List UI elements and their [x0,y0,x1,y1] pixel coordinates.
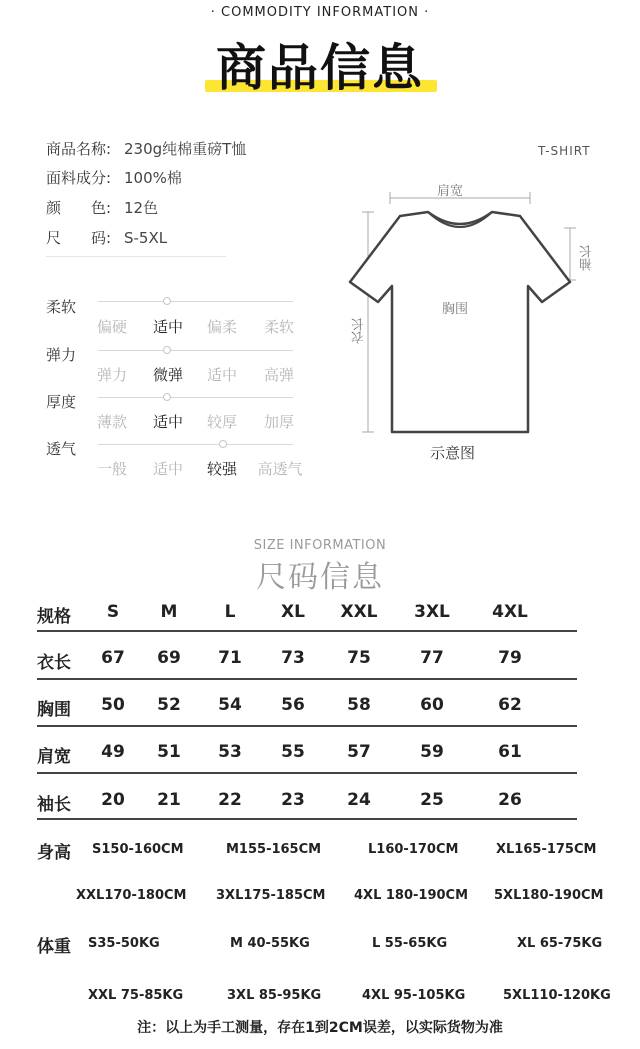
height-value: M155-165CM [226,842,322,857]
height-label: 身高 [37,843,71,863]
option-label-selected: 适中 [152,413,183,431]
option-label: 薄款 [96,413,127,431]
table-cell: 58 [347,695,371,715]
spec-value: 100%棉 [124,169,182,187]
spec-label: 面料成分: [46,169,112,187]
height-value: 5XL180-190CM [494,888,604,903]
spec-size [46,227,167,248]
table-cell: 79 [498,648,522,668]
table-cell: 59 [420,742,444,762]
weight-value: 3XL 85-95KG [227,988,322,1003]
scale-line [98,444,293,445]
row-label: 胸围 [37,700,71,720]
weight-value: M 40-55KG [230,936,310,951]
table-cell: 20 [101,790,125,810]
table-header-row [37,602,582,626]
row-label: 袖长 [37,795,71,815]
size-header: XL [281,602,305,622]
weight-value: L 55-65KG [372,936,448,951]
table-cell: 71 [218,648,242,668]
table-cell: 25 [420,790,444,810]
table-cell: 67 [101,648,125,668]
header-english-title: · COMMODITY INFORMATION · [210,5,430,20]
size-header: S [106,602,120,622]
option-label: 偏柔 [206,318,237,336]
measurement-note: 注：以上为手工测量，存在1到2CM误差，以实际货物为准 [137,1020,503,1036]
option-label: 较厚 [206,413,237,431]
table-cell: 61 [498,742,522,762]
table-cell: 26 [498,790,522,810]
scale-line [98,397,293,398]
spec-divider [46,256,226,257]
table-cell: 50 [101,695,125,715]
scale-line [98,301,293,302]
weight-label: 体重 [37,937,71,957]
scale-marker [219,440,227,448]
diagram-caption: 示意图 [430,444,476,462]
table-cell: 23 [281,790,305,810]
weight-value: XXL 75-85KG [88,988,184,1003]
table-cell: 22 [218,790,242,810]
table-cell: 73 [281,648,305,668]
weight-value: 5XL110-120KG [503,988,611,1003]
table-divider [37,725,577,727]
option-label: 偏硬 [96,318,127,336]
size-header: L [224,602,236,622]
size-header: 3XL [414,602,450,622]
size-section-english-title: SIZE INFORMATION [253,538,387,553]
row-label: 衣长 [37,653,71,673]
diagram-shoulder-label: 肩宽 [437,184,464,199]
height-value: XL165-175CM [496,842,597,857]
option-label-selected: 微弹 [152,366,183,384]
height-value: S150-160CM [92,842,184,857]
spec-value: S-5XL [124,229,168,247]
diagram-length-label: 衣长 [352,318,367,344]
attr-thickness-label: 厚度 [46,393,77,411]
spec-product-name [46,138,246,159]
spec-label: 颜 色: [46,199,112,217]
size-header: 4XL [492,602,528,622]
height-value: L160-170CM [368,842,459,857]
table-cell: 56 [281,695,305,715]
attr-elasticity-label: 弹力 [46,346,77,364]
table-cell: 52 [157,695,181,715]
option-label: 柔软 [263,318,294,336]
table-cell: 57 [347,742,371,762]
spec-color [46,197,158,218]
weight-value: XL 65-75KG [517,936,603,951]
page-title: 商品信息 [216,39,424,97]
table-row [37,790,582,814]
option-label: 弹力 [96,366,127,384]
option-label: 加厚 [263,413,294,431]
option-label-selected: 较强 [206,460,237,478]
table-cell: 51 [157,742,181,762]
spec-fabric [46,167,182,188]
height-value: XXL170-180CM [76,888,187,903]
height-value: 4XL 180-190CM [354,888,469,903]
table-divider [37,678,577,680]
table-row [37,695,582,719]
attr-breathability-label: 透气 [46,440,77,458]
table-cell: 62 [498,695,522,715]
option-label: 适中 [206,366,237,384]
table-cell: 54 [218,695,242,715]
option-label: 一般 [96,460,127,478]
spec-value: 230g纯棉重磅T恤 [124,140,247,158]
table-cell: 69 [157,648,181,668]
row-label: 肩宽 [37,747,71,767]
table-cell: 21 [157,790,181,810]
table-cell: 49 [101,742,125,762]
table-divider [37,630,577,632]
scale-line [98,350,293,351]
table-cell: 75 [347,648,371,668]
diagram-sleeve-label: 袖长 [580,245,595,271]
weight-value: S35-50KG [88,936,160,951]
option-label: 适中 [152,460,183,478]
scale-marker [163,297,171,305]
diagram-chest-label: 胸围 [442,302,469,317]
table-cell: 60 [420,695,444,715]
table-cell: 77 [420,648,444,668]
option-label-selected: 适中 [152,318,183,336]
weight-value: 4XL 95-105KG [362,988,466,1003]
height-value: 3XL175-185CM [216,888,326,903]
size-header: M [160,602,178,622]
spec-label: 商品名称: [46,140,112,158]
table-divider [37,772,577,774]
table-header-label: 规格 [37,607,71,627]
size-header: XXL [340,602,378,622]
table-row [37,742,582,766]
attr-softness-label: 柔软 [46,298,77,316]
tshirt-label: T-SHIRT [538,144,591,158]
size-section-title: 尺码信息 [256,560,384,595]
table-cell: 53 [218,742,242,762]
option-label: 高弹 [263,366,294,384]
table-row [37,648,582,672]
table-divider [37,818,577,820]
scale-marker [163,393,171,401]
spec-value: 12色 [124,199,159,217]
option-label: 高透气 [257,460,303,478]
spec-label: 尺 码: [46,229,112,247]
scale-marker [163,346,171,354]
table-cell: 24 [347,790,371,810]
table-cell: 55 [281,742,305,762]
